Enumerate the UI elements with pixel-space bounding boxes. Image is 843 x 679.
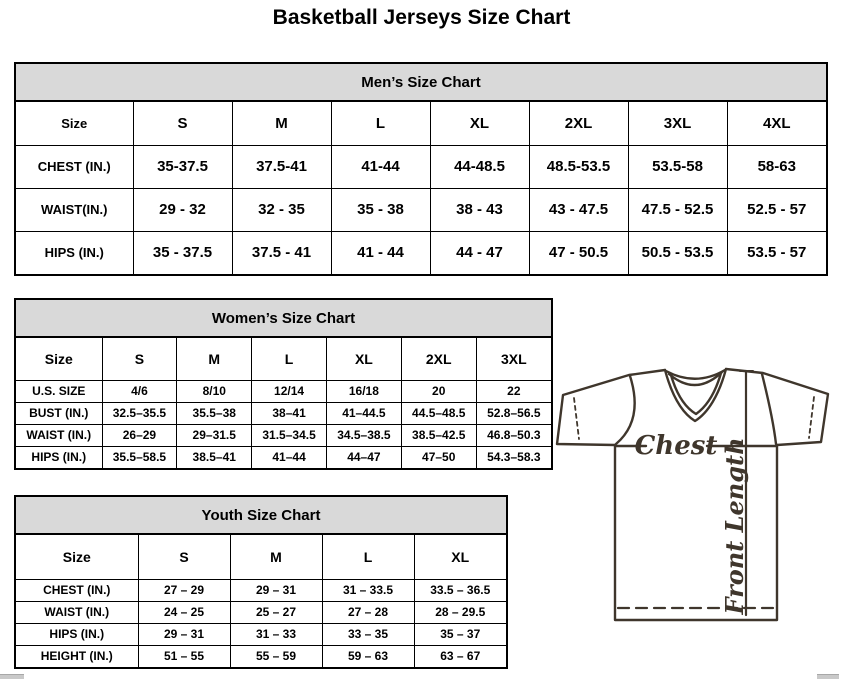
size-column-header: 2XL — [401, 338, 476, 380]
measurement-value-cell: 33 – 35 — [322, 623, 414, 645]
youth-table-title: Youth Size Chart — [16, 497, 506, 535]
measurement-value-cell: 43 - 47.5 — [529, 188, 628, 231]
page-title: Basketball Jerseys Size Chart — [272, 6, 571, 29]
measurement-row-label: U.S. SIZE — [16, 380, 102, 402]
measurement-value-cell: 29 – 31 — [230, 579, 322, 601]
measurement-value-cell: 31 – 33.5 — [322, 579, 414, 601]
measurement-value-cell: 20 — [401, 380, 476, 402]
scrollbar-fragment-left[interactable] — [0, 674, 24, 679]
measurement-row-label: CHEST (IN.) — [16, 145, 133, 188]
measurement-value-cell: 32.5–35.5 — [102, 402, 177, 424]
measurement-value-cell: 50.5 - 53.5 — [628, 231, 727, 274]
measurement-value-cell: 29 - 32 — [133, 188, 232, 231]
measurement-row — [16, 380, 551, 402]
measurement-row — [16, 188, 826, 231]
measurement-value-cell: 59 – 63 — [322, 645, 414, 667]
size-column-header: 2XL — [529, 102, 628, 145]
womens-table-title: Women’s Size Chart — [16, 300, 551, 338]
measurement-value-cell: 35.5–58.5 — [102, 446, 177, 468]
measurement-value-cell: 47–50 — [401, 446, 476, 468]
size-column-header: L — [252, 338, 327, 380]
front-length-label: Front Length — [720, 437, 749, 615]
measurement-value-cell: 27 – 29 — [138, 579, 230, 601]
measurement-row — [16, 645, 506, 667]
measurement-value-cell: 44 - 47 — [430, 231, 529, 274]
size-header-row — [16, 338, 551, 380]
size-column-header: S — [102, 338, 177, 380]
mens-table-title: Men’s Size Chart — [16, 64, 826, 102]
size-column-header: XL — [430, 102, 529, 145]
size-header-row — [16, 102, 826, 145]
measurement-value-cell: 41–44 — [252, 446, 327, 468]
measurement-value-cell: 37.5-41 — [232, 145, 331, 188]
size-column-header: S — [138, 535, 230, 579]
measurement-row-label: WAIST (IN.) — [16, 424, 102, 446]
measurement-row — [16, 446, 551, 468]
measurement-row — [16, 402, 551, 424]
size-column-header: L — [322, 535, 414, 579]
measurement-value-cell: 31.5–34.5 — [252, 424, 327, 446]
womens-size-table — [14, 298, 553, 470]
chest-label: Chest — [634, 431, 718, 461]
measurement-value-cell: 29–31.5 — [177, 424, 252, 446]
measurement-value-cell: 28 – 29.5 — [414, 601, 506, 623]
size-column-header: 3XL — [628, 102, 727, 145]
measurement-row-label: HIPS (IN.) — [16, 623, 138, 645]
measurement-value-cell: 63 – 67 — [414, 645, 506, 667]
jersey-outline-svg — [550, 358, 842, 679]
size-header-row — [16, 535, 506, 579]
measurement-value-cell: 8/10 — [177, 380, 252, 402]
measurement-value-cell: 46.8–50.3 — [476, 424, 551, 446]
measurement-value-cell: 37.5 - 41 — [232, 231, 331, 274]
measurement-value-cell: 24 – 25 — [138, 601, 230, 623]
measurement-value-cell: 25 – 27 — [230, 601, 322, 623]
measurement-value-cell: 32 - 35 — [232, 188, 331, 231]
measurement-value-cell: 34.5–38.5 — [326, 424, 401, 446]
size-column-header: S — [133, 102, 232, 145]
size-column-header: XL — [414, 535, 506, 579]
measurement-value-cell: 38.5–42.5 — [401, 424, 476, 446]
measurement-value-cell: 44–47 — [326, 446, 401, 468]
measurement-value-cell: 26–29 — [102, 424, 177, 446]
measurement-value-cell: 22 — [476, 380, 551, 402]
size-column-header: XL — [326, 338, 401, 380]
size-column-header: M — [232, 102, 331, 145]
measurement-value-cell: 31 – 33 — [230, 623, 322, 645]
scrollbar-fragment-right[interactable] — [817, 674, 839, 679]
mens-size-table — [14, 62, 828, 276]
measurement-value-cell: 38.5–41 — [177, 446, 252, 468]
measurement-value-cell: 55 – 59 — [230, 645, 322, 667]
measurement-value-cell: 44.5–48.5 — [401, 402, 476, 424]
measurement-row-label: HIPS (IN.) — [16, 231, 133, 274]
size-column-header: L — [331, 102, 430, 145]
size-column-header: M — [230, 535, 322, 579]
measurement-value-cell: 35.5–38 — [177, 402, 252, 424]
measurement-value-cell: 51 – 55 — [138, 645, 230, 667]
measurement-row-label: WAIST(IN.) — [16, 188, 133, 231]
measurement-row-label: CHEST (IN.) — [16, 579, 138, 601]
size-column-header: 3XL — [476, 338, 551, 380]
measurement-value-cell: 47.5 - 52.5 — [628, 188, 727, 231]
measurement-value-cell: 35 - 37.5 — [133, 231, 232, 274]
measurement-value-cell: 41 - 44 — [331, 231, 430, 274]
measurement-value-cell: 41-44 — [331, 145, 430, 188]
measurement-value-cell: 35 – 37 — [414, 623, 506, 645]
mens-table-grid — [16, 102, 826, 274]
measurement-value-cell: 33.5 – 36.5 — [414, 579, 506, 601]
measurement-value-cell: 48.5-53.5 — [529, 145, 628, 188]
measurement-value-cell: 47 - 50.5 — [529, 231, 628, 274]
measurement-row-label: WAIST (IN.) — [16, 601, 138, 623]
jersey-body — [615, 445, 777, 620]
measurement-row — [16, 601, 506, 623]
size-row-label: Size — [16, 338, 102, 380]
youth-size-table — [14, 495, 508, 669]
measurement-row-label: HIPS (IN.) — [16, 446, 102, 468]
jersey-diagram — [550, 358, 842, 679]
measurement-value-cell: 16/18 — [326, 380, 401, 402]
size-column-header: M — [177, 338, 252, 380]
measurement-value-cell: 35-37.5 — [133, 145, 232, 188]
measurement-value-cell: 38–41 — [252, 402, 327, 424]
measurement-value-cell: 38 - 43 — [430, 188, 529, 231]
measurement-row — [16, 623, 506, 645]
measurement-row — [16, 579, 506, 601]
measurement-row — [16, 145, 826, 188]
measurement-value-cell: 35 - 38 — [331, 188, 430, 231]
measurement-value-cell: 53.5 - 57 — [727, 231, 826, 274]
measurement-value-cell: 58-63 — [727, 145, 826, 188]
size-row-label: Size — [16, 535, 138, 579]
measurement-value-cell: 41–44.5 — [326, 402, 401, 424]
measurement-value-cell: 44-48.5 — [430, 145, 529, 188]
size-column-header: 4XL — [727, 102, 826, 145]
womens-table-grid — [16, 338, 551, 468]
measurement-value-cell: 53.5-58 — [628, 145, 727, 188]
measurement-row-label: HEIGHT (IN.) — [16, 645, 138, 667]
measurement-value-cell: 4/6 — [102, 380, 177, 402]
measurement-value-cell: 27 – 28 — [322, 601, 414, 623]
measurement-value-cell: 29 – 31 — [138, 623, 230, 645]
measurement-row-label: BUST (IN.) — [16, 402, 102, 424]
measurement-value-cell: 12/14 — [252, 380, 327, 402]
size-row-label: Size — [16, 102, 133, 145]
measurement-row — [16, 424, 551, 446]
measurement-value-cell: 52.8–56.5 — [476, 402, 551, 424]
youth-table-grid — [16, 535, 506, 667]
measurement-row — [16, 231, 826, 274]
measurement-value-cell: 54.3–58.3 — [476, 446, 551, 468]
measurement-value-cell: 52.5 - 57 — [727, 188, 826, 231]
